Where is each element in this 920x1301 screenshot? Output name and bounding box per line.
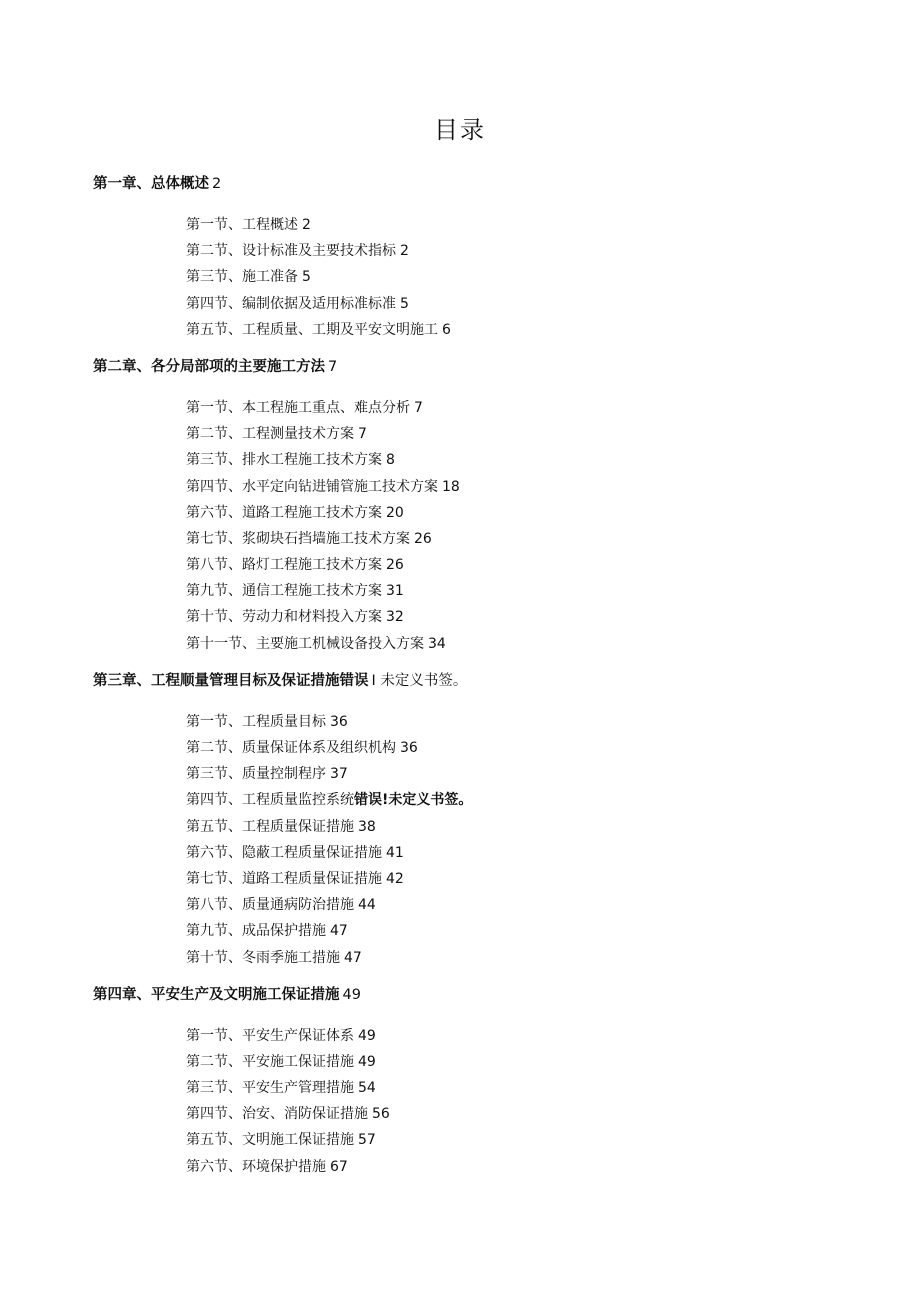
toc-chapter-entry[interactable]: [0, 355, 920, 379]
toc-section-entry[interactable]: [0, 918, 920, 944]
toc-section-title: 第十节、冬雨季施工措施: [186, 949, 340, 966]
toc-section-title: 第七节、道路工程质量保证措施: [186, 870, 382, 887]
toc-section-list: [0, 395, 920, 657]
toc-bookmark-error: 错误!未定义书签。: [354, 792, 473, 809]
toc-page-number: 47: [330, 923, 348, 940]
toc-page-number: 26: [386, 557, 404, 574]
toc-section-entry[interactable]: [0, 631, 920, 657]
toc-section-title: 第六节、道路工程施工技术方案: [186, 504, 382, 521]
toc-page-number: 42: [386, 870, 404, 887]
toc-chapter-title: 第一章、总体概述: [93, 176, 209, 192]
toc-section-entry[interactable]: [0, 1023, 920, 1049]
toc-section-title: 第四节、治安、消防保证措施: [186, 1106, 368, 1123]
toc-chapter-title: 第三章、工程顺量管理目标及保证措施错误: [93, 672, 369, 689]
toc-section-title: 第三节、质量控制程序: [186, 766, 326, 783]
toc-section-entry[interactable]: [0, 474, 920, 500]
toc-page-number: 57: [358, 1132, 376, 1149]
toc-section-entry[interactable]: [0, 735, 920, 761]
toc-section-entry[interactable]: [0, 264, 920, 290]
toc-page-number: 38: [358, 818, 376, 835]
toc-section-list: [0, 212, 920, 343]
toc-section-title: 第三节、排水工程施工技术方案: [186, 452, 382, 469]
toc-chapter: [0, 172, 920, 343]
toc-section-title: 第二节、工程测量技术方案: [186, 426, 354, 443]
toc-section-entry[interactable]: [0, 552, 920, 578]
toc-section-entry[interactable]: [0, 500, 920, 526]
toc-chapter-entry[interactable]: [0, 983, 920, 1007]
toc-section-title: 第二节、质量保证体系及组织机构: [186, 740, 396, 756]
toc-section-title: 第四节、工程质量监控系统: [186, 792, 354, 809]
toc-section-entry[interactable]: [0, 238, 920, 264]
toc-section-title: 第二节、平安施工保证措施: [186, 1053, 354, 1070]
toc-page-number: 5: [400, 295, 409, 312]
toc-chapter-entry[interactable]: [0, 669, 920, 693]
toc-section-title: 第二节、设计标准及主要技术指标: [186, 243, 396, 260]
toc-page-number: 49: [342, 986, 361, 1003]
toc-page-number: 7: [328, 358, 338, 375]
toc-section-entry[interactable]: [0, 317, 920, 343]
toc-section-title: 第八节、质量通病防治措施: [186, 897, 354, 914]
toc-section-title: 第八节、路灯工程施工技术方案: [186, 557, 382, 574]
toc-section-title: 第三节、施工准备: [186, 269, 298, 286]
toc-section-title: 第一节、工程概述: [186, 217, 298, 233]
toc-section-entry[interactable]: [0, 866, 920, 892]
toc-page-number: 2: [212, 176, 222, 192]
toc-page-number: 44: [358, 897, 376, 914]
toc-page-number: 5: [302, 269, 311, 286]
toc-section-entry[interactable]: [0, 892, 920, 918]
toc-section-entry[interactable]: [0, 421, 920, 447]
toc-section-title: 第五节、文明施工保证措施: [186, 1132, 354, 1149]
toc-page-number: 47: [344, 949, 362, 966]
toc-section-title: 第三节、平安生产管理措施: [186, 1080, 354, 1097]
toc-chapter-title: 第二章、各分局部项的主要施工方法: [93, 358, 325, 375]
toc-section-entry[interactable]: [0, 1049, 920, 1075]
toc-section-entry[interactable]: [0, 526, 920, 552]
toc-page-number: 2: [400, 243, 409, 260]
toc-page-number: 67: [330, 1158, 348, 1175]
toc-section-title: 第六节、环境保护措施: [186, 1158, 326, 1175]
toc-chapter: [0, 669, 920, 971]
toc-section-entry[interactable]: [0, 761, 920, 787]
toc-section-title: 第七节、浆砌块石挡墙施工技术方案: [186, 530, 410, 547]
toc-section-entry[interactable]: [0, 395, 920, 421]
toc-section-title: 第五节、工程质量保证措施: [186, 818, 354, 835]
toc-chapter-entry[interactable]: [0, 172, 920, 196]
toc-chapter: [0, 355, 920, 657]
toc-section-title: 第一节、工程质量目标: [186, 713, 326, 730]
toc-page-number: 7: [358, 426, 367, 443]
toc-section-title: 第十一节、主要施工机械设备投入方案: [186, 635, 424, 652]
toc-page-number: 2: [302, 217, 311, 233]
toc-section-entry[interactable]: [0, 709, 920, 735]
toc-page-number: 49: [358, 1053, 376, 1070]
toc-page-number: 37: [330, 766, 348, 783]
toc-page-number: 8: [386, 452, 395, 469]
toc-page-number: 36: [330, 713, 348, 730]
toc-page-number: 49: [358, 1027, 376, 1044]
toc-chapter-title: 第四章、平安生产及文明施工保证措施: [93, 986, 340, 1003]
toc-section-title: 第四节、水平定向钻进铺管施工技术方案: [186, 478, 438, 495]
toc-page-number: 41: [386, 844, 404, 861]
toc-section-entry[interactable]: [0, 212, 920, 238]
page-title: 目录: [434, 116, 486, 144]
toc-section-entry[interactable]: [0, 447, 920, 473]
toc-section-entry[interactable]: [0, 814, 920, 840]
toc-page-number: 18: [442, 478, 460, 495]
toc-chapter: [0, 983, 920, 1180]
toc-section-title: 第六节、隐蔽工程质量保证措施: [186, 844, 382, 861]
toc-section-entry[interactable]: [0, 945, 920, 971]
toc-section-title: 第一节、平安生产保证体系: [186, 1027, 354, 1044]
toc-page-number: 36: [400, 740, 418, 756]
toc-section-title: 第五节、工程质量、工期及平安文明施工: [186, 321, 438, 338]
toc-bookmark-error: I 未定义书签。: [371, 672, 468, 689]
toc-page-number: 7: [414, 399, 423, 416]
table-of-contents: [0, 170, 920, 1192]
toc-section-entry[interactable]: [0, 1154, 920, 1180]
toc-section-list: [0, 709, 920, 971]
toc-section-title: 第四节、编制依据及适用标准标准: [186, 295, 396, 312]
toc-page-number: 31: [386, 583, 404, 600]
toc-section-entry[interactable]: [0, 787, 920, 813]
toc-section-entry[interactable]: [0, 1075, 920, 1101]
toc-section-title: 第一节、本工程施工重点、难点分析: [186, 399, 410, 416]
toc-page-number: 6: [442, 321, 451, 338]
toc-section-list: [0, 1023, 920, 1180]
toc-section-entry[interactable]: [0, 291, 920, 317]
toc-section-entry[interactable]: [0, 840, 920, 866]
toc-page-number: 54: [358, 1080, 376, 1097]
toc-section-title: 第十节、劳动力和材料投入方案: [186, 609, 382, 626]
toc-section-entry[interactable]: [0, 1127, 920, 1153]
toc-section-entry[interactable]: [0, 1101, 920, 1127]
toc-section-title: 第九节、成品保护措施: [186, 923, 326, 940]
toc-page-number: 20: [386, 504, 404, 521]
toc-page-number: 32: [386, 609, 404, 626]
toc-section-entry[interactable]: [0, 578, 920, 604]
toc-page-number: 56: [372, 1106, 390, 1123]
toc-page-number: 26: [414, 530, 432, 547]
toc-section-title: 第九节、通信工程施工技术方案: [186, 583, 382, 600]
toc-page-number: 34: [428, 635, 446, 652]
toc-section-entry[interactable]: [0, 604, 920, 630]
